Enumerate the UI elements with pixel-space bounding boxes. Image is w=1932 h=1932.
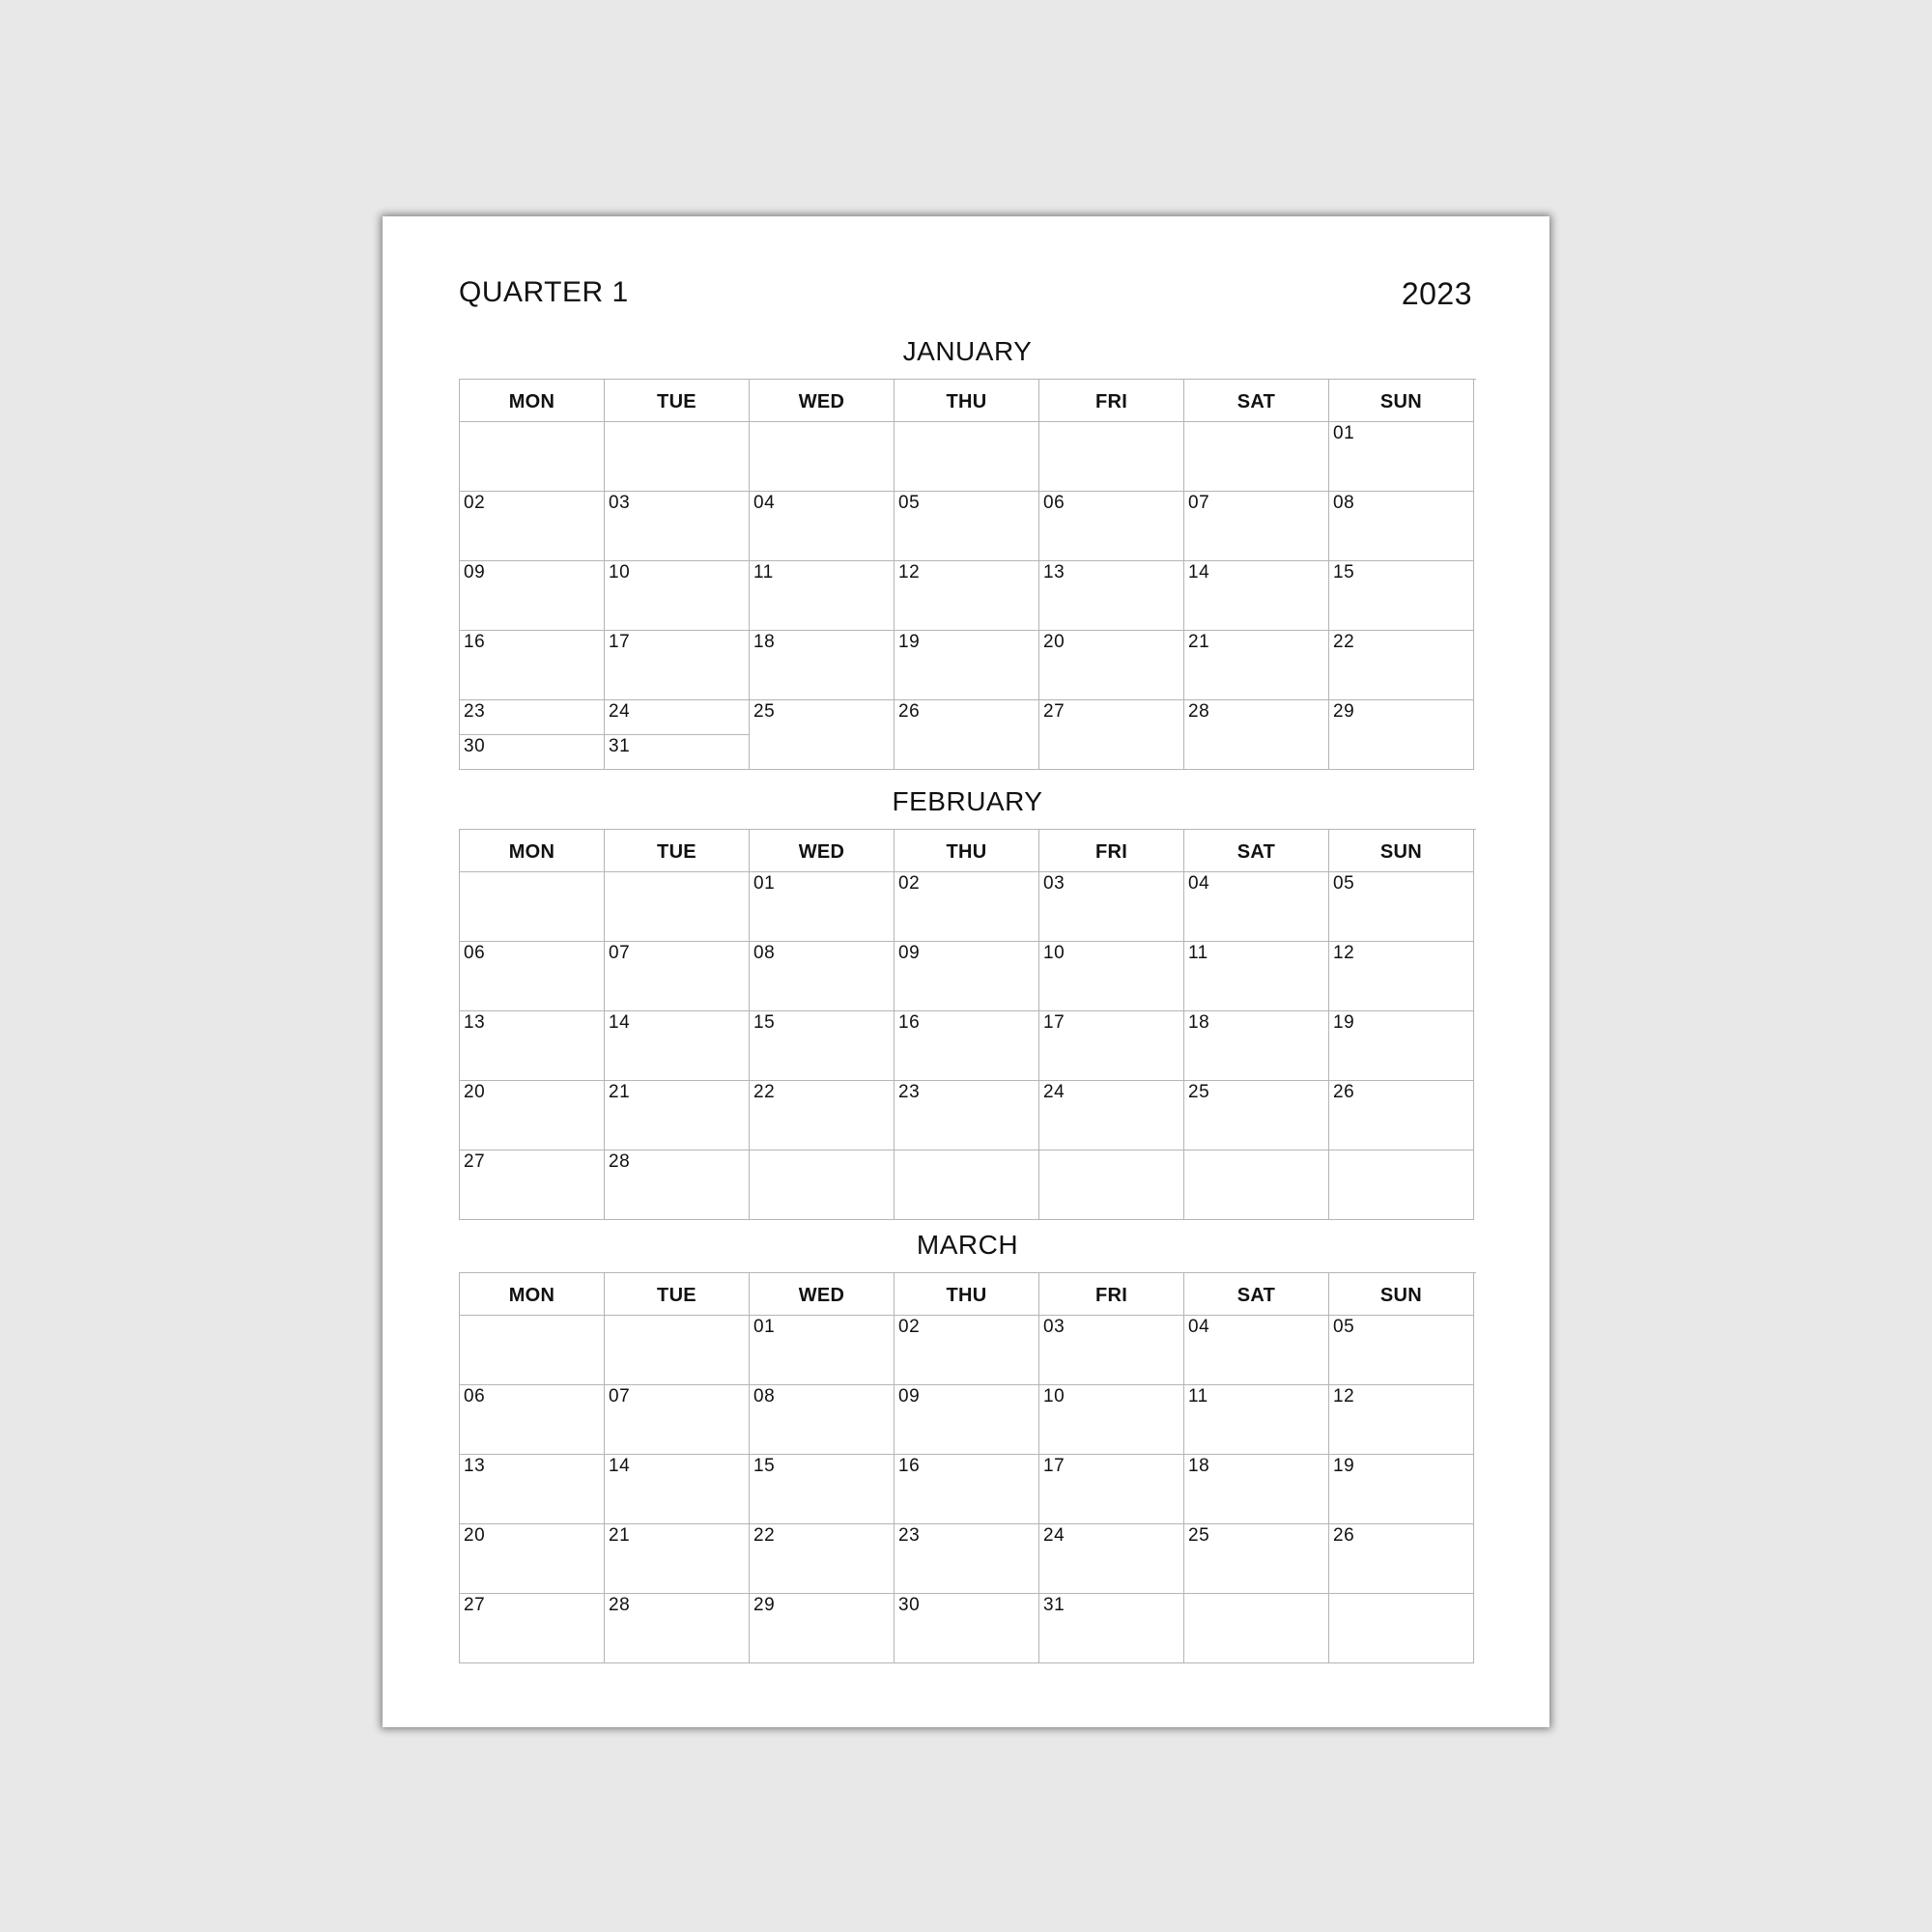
day-cell[interactable] <box>895 1524 1039 1594</box>
day-cell-split[interactable] <box>460 700 605 770</box>
day-number: 21 <box>1188 632 1210 652</box>
day-number: 25 <box>753 701 776 722</box>
day-number: 31 <box>1043 1595 1065 1615</box>
weekday-header-fri: FRI <box>1039 830 1184 872</box>
weekday-header-sun: SUN <box>1329 830 1474 872</box>
week-row <box>460 1385 1476 1455</box>
day-number: 08 <box>753 1386 776 1406</box>
day-number: 23 <box>898 1525 921 1546</box>
empty-day-cell <box>895 1151 1039 1220</box>
day-number: 12 <box>1333 1386 1355 1406</box>
day-number: 20 <box>1043 632 1065 652</box>
day-number: 20 <box>464 1525 486 1546</box>
day-number: 24 <box>609 701 631 722</box>
weekday-header-row <box>460 1273 1476 1316</box>
day-number: 14 <box>1188 562 1210 582</box>
day-cell[interactable] <box>1329 1385 1474 1455</box>
day-cell[interactable] <box>1329 492 1474 561</box>
day-cell[interactable] <box>605 492 750 561</box>
day-cell[interactable] <box>605 1151 750 1220</box>
day-cell[interactable] <box>750 700 895 770</box>
day-number: 18 <box>753 632 776 652</box>
day-number: 02 <box>898 873 921 894</box>
day-cell[interactable] <box>1184 700 1329 770</box>
day-number: 19 <box>1333 1012 1355 1033</box>
day-cell[interactable] <box>750 631 895 700</box>
day-cell[interactable] <box>750 1455 895 1524</box>
day-number: 17 <box>609 632 631 652</box>
empty-day-cell <box>1039 1151 1184 1220</box>
day-cell[interactable] <box>750 1081 895 1151</box>
weekday-header-thu: THU <box>895 1273 1039 1316</box>
day-cell[interactable] <box>895 492 1039 561</box>
day-cell-half[interactable] <box>460 700 604 735</box>
weekday-header-thu: THU <box>895 830 1039 872</box>
day-number: 21 <box>609 1525 631 1546</box>
day-number: 26 <box>1333 1082 1355 1102</box>
empty-day-cell <box>605 872 750 942</box>
day-cell[interactable] <box>1039 1011 1184 1081</box>
day-number: 01 <box>1333 423 1355 443</box>
day-cell[interactable] <box>1039 1316 1184 1385</box>
day-number: 10 <box>1043 943 1065 963</box>
day-cell[interactable] <box>1329 1524 1474 1594</box>
day-number: 31 <box>609 736 631 756</box>
day-number: 12 <box>898 562 921 582</box>
day-cell[interactable] <box>605 1455 750 1524</box>
day-number: 03 <box>1043 1317 1065 1337</box>
calendar-page <box>383 216 1549 1727</box>
day-number: 26 <box>1333 1525 1355 1546</box>
week-row <box>460 1524 1476 1594</box>
quarter-label: QUARTER 1 <box>459 276 629 308</box>
day-cell[interactable] <box>1329 700 1474 770</box>
empty-day-cell <box>1329 1151 1474 1220</box>
day-number: 29 <box>1333 701 1355 722</box>
day-number: 15 <box>753 1456 776 1476</box>
day-number: 04 <box>1188 873 1210 894</box>
day-cell-half[interactable] <box>460 735 604 769</box>
day-number: 02 <box>898 1317 921 1337</box>
day-number: 14 <box>609 1456 631 1476</box>
weekday-header-row <box>460 830 1476 872</box>
month-title: FEBRUARY <box>892 786 1043 816</box>
empty-day-cell <box>1329 1594 1474 1663</box>
week-row <box>460 492 1476 561</box>
day-cell[interactable] <box>1329 1081 1474 1151</box>
day-cell[interactable] <box>1039 631 1184 700</box>
day-cell[interactable] <box>895 1385 1039 1455</box>
day-cell[interactable] <box>895 631 1039 700</box>
empty-day-cell <box>1039 422 1184 492</box>
weekday-header-fri: FRI <box>1039 1273 1184 1316</box>
day-cell[interactable] <box>1184 631 1329 700</box>
day-number: 17 <box>1043 1012 1065 1033</box>
day-cell[interactable] <box>1184 1455 1329 1524</box>
day-number: 25 <box>1188 1525 1210 1546</box>
day-number: 13 <box>1043 562 1065 582</box>
day-cell[interactable] <box>1184 942 1329 1011</box>
day-cell[interactable] <box>460 1524 605 1594</box>
day-number: 11 <box>753 562 774 582</box>
day-cell[interactable] <box>1184 1385 1329 1455</box>
day-cell[interactable] <box>750 492 895 561</box>
day-cell[interactable] <box>605 942 750 1011</box>
weekday-header-fri: FRI <box>1039 380 1184 422</box>
day-cell[interactable] <box>605 1594 750 1663</box>
day-cell[interactable] <box>1184 1011 1329 1081</box>
day-cell[interactable] <box>460 492 605 561</box>
day-number: 30 <box>464 736 486 756</box>
day-cell[interactable] <box>1184 492 1329 561</box>
empty-day-cell <box>1184 1594 1329 1663</box>
day-cell[interactable] <box>1184 561 1329 631</box>
day-cell[interactable] <box>895 1316 1039 1385</box>
day-number: 09 <box>464 562 486 582</box>
week-row <box>460 561 1476 631</box>
week-row <box>460 700 1476 770</box>
day-number: 26 <box>898 701 921 722</box>
day-cell[interactable] <box>460 1455 605 1524</box>
day-number: 27 <box>1043 701 1065 722</box>
day-cell[interactable] <box>1039 1455 1184 1524</box>
week-row <box>460 1081 1476 1151</box>
week-row <box>460 872 1476 942</box>
day-cell[interactable] <box>605 1385 750 1455</box>
day-cell[interactable] <box>460 561 605 631</box>
day-number: 16 <box>464 632 486 652</box>
day-number: 04 <box>1188 1317 1210 1337</box>
empty-day-cell <box>460 422 605 492</box>
day-cell[interactable] <box>460 631 605 700</box>
day-cell[interactable] <box>895 561 1039 631</box>
weekday-header-tue: TUE <box>605 1273 750 1316</box>
empty-day-cell <box>460 1316 605 1385</box>
day-number: 24 <box>1043 1082 1065 1102</box>
day-number: 28 <box>609 1151 631 1172</box>
day-number: 09 <box>898 1386 921 1406</box>
day-number: 15 <box>1333 562 1355 582</box>
week-row <box>460 1455 1476 1524</box>
day-number: 21 <box>609 1082 631 1102</box>
day-number: 07 <box>1188 493 1210 513</box>
day-number: 06 <box>464 943 486 963</box>
empty-day-cell <box>1184 422 1329 492</box>
day-cell[interactable] <box>750 942 895 1011</box>
day-cell[interactable] <box>1329 872 1474 942</box>
page-header <box>459 276 1472 315</box>
day-cell[interactable] <box>1184 1081 1329 1151</box>
day-number: 13 <box>464 1012 486 1033</box>
day-cell[interactable] <box>1329 942 1474 1011</box>
day-cell[interactable] <box>895 942 1039 1011</box>
day-cell[interactable] <box>895 1081 1039 1151</box>
week-row <box>460 1151 1476 1220</box>
day-cell[interactable] <box>895 700 1039 770</box>
day-cell[interactable] <box>605 561 750 631</box>
week-row <box>460 1316 1476 1385</box>
weekday-header-mon: MON <box>460 380 605 422</box>
day-number: 11 <box>1188 1386 1208 1406</box>
week-row <box>460 1594 1476 1663</box>
day-number: 28 <box>1188 701 1210 722</box>
weekday-header-sun: SUN <box>1329 1273 1474 1316</box>
day-number: 30 <box>898 1595 921 1615</box>
day-cell[interactable] <box>460 1594 605 1663</box>
day-cell[interactable] <box>1329 561 1474 631</box>
day-cell[interactable] <box>750 1011 895 1081</box>
empty-day-cell <box>750 422 895 492</box>
week-row <box>460 422 1476 492</box>
day-number: 23 <box>464 701 486 722</box>
day-number: 06 <box>1043 493 1065 513</box>
day-cell[interactable] <box>1329 631 1474 700</box>
day-cell[interactable] <box>1329 422 1474 492</box>
day-number: 16 <box>898 1456 921 1476</box>
day-number: 03 <box>609 493 631 513</box>
day-cell[interactable] <box>895 1011 1039 1081</box>
day-number: 14 <box>609 1012 631 1033</box>
day-number: 08 <box>753 943 776 963</box>
day-number: 28 <box>609 1595 631 1615</box>
day-cell[interactable] <box>460 1385 605 1455</box>
day-cell[interactable] <box>895 872 1039 942</box>
day-cell[interactable] <box>1039 1594 1184 1663</box>
weekday-header-wed: WED <box>750 380 895 422</box>
month-grid <box>459 1272 1476 1663</box>
empty-day-cell <box>605 1316 750 1385</box>
day-number: 05 <box>898 493 921 513</box>
day-cell[interactable] <box>1039 1385 1184 1455</box>
day-number: 20 <box>464 1082 486 1102</box>
day-cell[interactable] <box>1184 1524 1329 1594</box>
day-number: 02 <box>464 493 486 513</box>
day-number: 08 <box>1333 493 1355 513</box>
day-cell[interactable] <box>895 1594 1039 1663</box>
day-cell[interactable] <box>750 1594 895 1663</box>
day-number: 12 <box>1333 943 1355 963</box>
day-cell[interactable] <box>1329 1011 1474 1081</box>
day-cell-half[interactable] <box>605 735 749 769</box>
day-cell[interactable] <box>1039 1524 1184 1594</box>
day-number: 05 <box>1333 1317 1355 1337</box>
weekday-header-wed: WED <box>750 830 895 872</box>
day-cell[interactable] <box>460 1081 605 1151</box>
weekday-header-sun: SUN <box>1329 380 1474 422</box>
day-cell[interactable] <box>895 1455 1039 1524</box>
day-number: 01 <box>753 873 776 894</box>
day-number: 15 <box>753 1012 776 1033</box>
weekday-header-tue: TUE <box>605 830 750 872</box>
day-cell[interactable] <box>750 1385 895 1455</box>
day-cell[interactable] <box>1329 1316 1474 1385</box>
day-number: 11 <box>1188 943 1208 963</box>
day-cell[interactable] <box>750 1316 895 1385</box>
day-cell[interactable] <box>750 561 895 631</box>
day-number: 07 <box>609 943 631 963</box>
weekday-header-mon: MON <box>460 1273 605 1316</box>
weekday-header-mon: MON <box>460 830 605 872</box>
month-grid <box>459 829 1476 1220</box>
day-cell[interactable] <box>1039 1081 1184 1151</box>
day-number: 22 <box>753 1525 776 1546</box>
month-grid <box>459 379 1476 770</box>
day-number: 18 <box>1188 1456 1210 1476</box>
day-number: 13 <box>464 1456 486 1476</box>
empty-day-cell <box>895 422 1039 492</box>
empty-day-cell <box>1184 1151 1329 1220</box>
day-cell[interactable] <box>605 1081 750 1151</box>
day-number: 25 <box>1188 1082 1210 1102</box>
empty-day-cell <box>605 422 750 492</box>
day-number: 19 <box>898 632 921 652</box>
weekday-header-sat: SAT <box>1184 830 1329 872</box>
day-number: 01 <box>753 1317 776 1337</box>
day-cell[interactable] <box>1039 561 1184 631</box>
day-number: 18 <box>1188 1012 1210 1033</box>
day-cell[interactable] <box>750 1524 895 1594</box>
weekday-header-sat: SAT <box>1184 1273 1329 1316</box>
weekday-header-wed: WED <box>750 1273 895 1316</box>
day-number: 27 <box>464 1151 486 1172</box>
month-title: JANUARY <box>902 336 1033 366</box>
day-cell[interactable] <box>1329 1455 1474 1524</box>
day-number: 29 <box>753 1595 776 1615</box>
day-cell-half[interactable] <box>605 700 749 735</box>
day-number: 23 <box>898 1082 921 1102</box>
weekday-header-tue: TUE <box>605 380 750 422</box>
day-number: 17 <box>1043 1456 1065 1476</box>
month-title: MARCH <box>916 1230 1019 1260</box>
week-row <box>460 942 1476 1011</box>
day-cell[interactable] <box>605 631 750 700</box>
day-number: 06 <box>464 1386 486 1406</box>
week-row <box>460 631 1476 700</box>
day-number: 04 <box>753 493 776 513</box>
day-cell[interactable] <box>460 1011 605 1081</box>
weekday-header-thu: THU <box>895 380 1039 422</box>
day-cell[interactable] <box>1184 1316 1329 1385</box>
day-number: 07 <box>609 1386 631 1406</box>
day-number: 22 <box>753 1082 776 1102</box>
day-number: 10 <box>609 562 631 582</box>
year-label: 2023 <box>1401 276 1472 311</box>
day-number: 27 <box>464 1595 486 1615</box>
weekday-header-row <box>460 380 1476 422</box>
day-number: 10 <box>1043 1386 1065 1406</box>
day-cell[interactable] <box>605 1524 750 1594</box>
day-number: 03 <box>1043 873 1065 894</box>
day-number: 16 <box>898 1012 921 1033</box>
day-number: 09 <box>898 943 921 963</box>
day-cell[interactable] <box>1039 942 1184 1011</box>
day-cell[interactable] <box>460 1151 605 1220</box>
day-cell[interactable] <box>1039 492 1184 561</box>
empty-day-cell <box>750 1151 895 1220</box>
empty-day-cell <box>460 872 605 942</box>
day-number: 19 <box>1333 1456 1355 1476</box>
day-cell[interactable] <box>1184 872 1329 942</box>
week-row <box>460 1011 1476 1081</box>
day-number: 05 <box>1333 873 1355 894</box>
day-cell[interactable] <box>460 942 605 1011</box>
day-cell[interactable] <box>1039 872 1184 942</box>
day-cell[interactable] <box>750 872 895 942</box>
day-number: 24 <box>1043 1525 1065 1546</box>
day-cell[interactable] <box>605 1011 750 1081</box>
day-cell-split[interactable] <box>605 700 750 770</box>
weekday-header-sat: SAT <box>1184 380 1329 422</box>
day-cell[interactable] <box>1039 700 1184 770</box>
day-number: 22 <box>1333 632 1355 652</box>
